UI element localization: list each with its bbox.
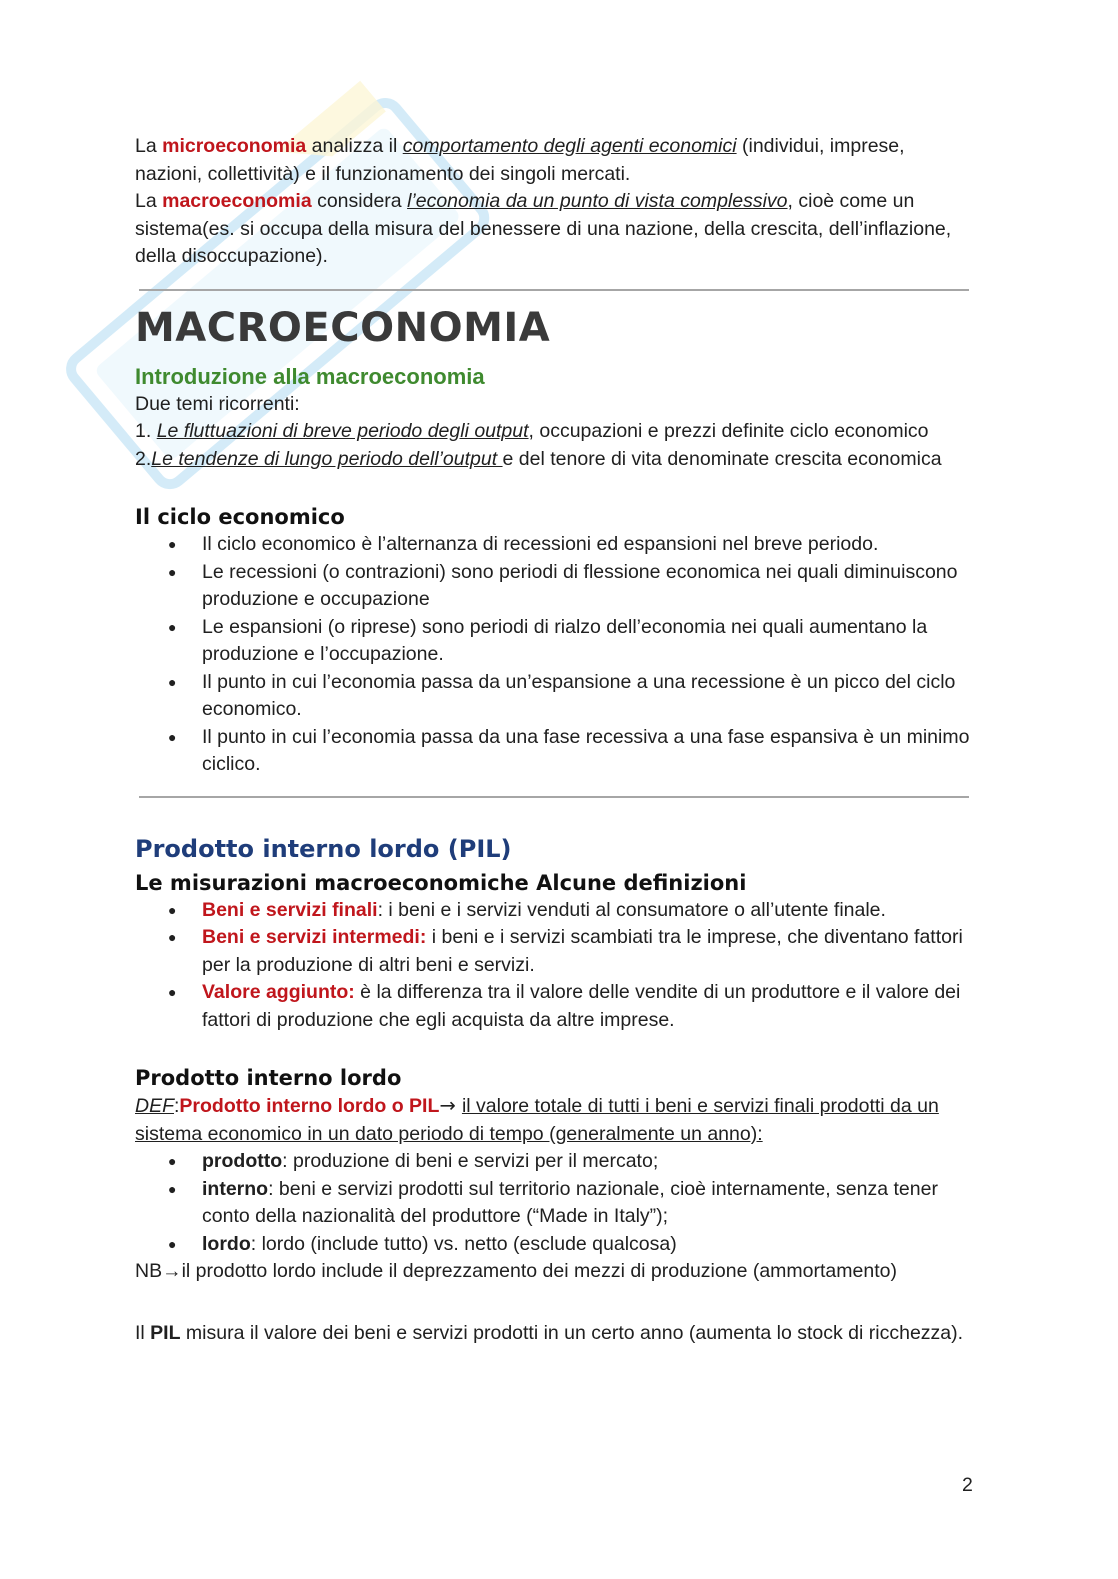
lead-text: Due temi ricorrenti: xyxy=(135,392,300,415)
list-item: ● Valore aggiunto: è la differenza tra il valore delle vendite di un produttore e il valore dei fattori di produzione che egli acquista da altre imprese. xyxy=(135,979,975,1034)
def-label: DEF xyxy=(135,1095,174,1117)
intro-paragraph-micro: La microeconomia analizza il comportamento degli agenti economici (individui, imprese, nazioni, collettività) e il funzionamento dei singoli mercati. xyxy=(135,135,905,185)
page-title: MACROECONOMIA xyxy=(135,304,551,351)
subheading-pil-lordo: Prodotto interno lordo xyxy=(135,1066,402,1090)
list-item: ● lordo: lordo (include tutto) vs. netto (esclude qualcosa) xyxy=(135,1231,975,1259)
definitions-list xyxy=(135,897,975,1035)
def-text: il valore totale di tutti i beni e servizi finali prodotti da un sistema economico in un dato periodo di tempo (generalmente un anno): xyxy=(135,1095,939,1145)
theme-1: 1. Le fluttuazioni di breve periodo degli output, occupazioni e prezzi definite ciclo economico xyxy=(135,420,929,442)
horizontal-rule xyxy=(139,289,969,291)
section-heading-ciclo: Il ciclo economico xyxy=(135,505,345,529)
underlined-phrase: l’economia da un punto di vista complessivo xyxy=(407,190,788,212)
list-item: ● Il punto in cui l’economia passa da una fase recessiva a una fase espansiva è un minimo ciclico. xyxy=(135,724,975,779)
page-number: 2 xyxy=(962,1474,973,1496)
subheading-misurazioni: Le misurazioni macroeconomiche Alcune definizioni xyxy=(135,870,747,895)
list-item: ● Beni e servizi intermedi: i beni e i servizi scambiati tra le imprese, che diventano fattori per la produzione di altri beni e servizi. xyxy=(135,924,975,979)
section-subtitle: Introduzione alla macroeconomia xyxy=(135,363,485,389)
list-item: ● Il punto in cui l’economia passa da un’espansione a una recessione è un picco del ciclo economico. xyxy=(135,669,975,724)
pil-definition: DEF:Prodotto interno lordo o PIL→ il valore totale di tutti i beni e servizi finali prodotti da un sistema economico in un dato periodo di tempo (generalmente un anno): xyxy=(135,1094,939,1145)
pil-terms-list xyxy=(135,1148,975,1258)
nb-note: NB→il prodotto lordo include il deprezzamento dei mezzi di produzione (ammortamento) xyxy=(135,1260,897,1282)
list-item: ● prodotto: produzione di beni e servizi per il mercato; xyxy=(135,1148,975,1176)
list-item: ● interno: beni e servizi prodotti sul territorio nazionale, cioè internamente, senza tener conto della nazionalità del produttore (“Made in Italy”); xyxy=(135,1176,975,1231)
theme-2: 2.Le tendenze di lungo periodo dell’output e del tenore di vita denominate crescita economica xyxy=(135,447,942,470)
underlined-phrase: comportamento degli agenti economici xyxy=(402,135,737,157)
closing-paragraph: Il PIL misura il valore dei beni e servizi prodotti in un certo anno (aumenta lo stock di ricchezza). xyxy=(135,1321,964,1344)
section-heading-pil: Prodotto interno lordo (PIL) xyxy=(135,834,512,863)
def-term: Prodotto interno lordo o PIL xyxy=(179,1095,440,1117)
term-macroeconomia: macroeconomia xyxy=(162,190,312,212)
horizontal-rule xyxy=(139,796,969,798)
list-item: ● Il ciclo economico è l’alternanza di recessioni ed espansioni nel breve periodo. xyxy=(135,531,975,559)
document-page xyxy=(135,133,975,1347)
list-item: ● Beni e servizi finali: i beni e i servizi venduti al consumatore o all’utente finale. xyxy=(135,897,975,925)
ciclo-list xyxy=(135,531,975,779)
list-item: ● Le espansioni (o riprese) sono periodi di rialzo dell’economia nei quali aumentano la produzione e l’occupazione. xyxy=(135,614,975,669)
intro-paragraph-macro: La macroeconomia considera l’economia da un punto di vista complessivo, cioè come un sistema(es. si occupa della misura del benessere di una nazione, della crescita, dell’inflazione, della disoccupazione). xyxy=(135,190,952,267)
term-microeconomia: microeconomia xyxy=(162,135,307,157)
list-item: ● Le recessioni (o contrazioni) sono periodi di flessione economica nei quali diminuiscono produzione e occupazione xyxy=(135,559,975,614)
